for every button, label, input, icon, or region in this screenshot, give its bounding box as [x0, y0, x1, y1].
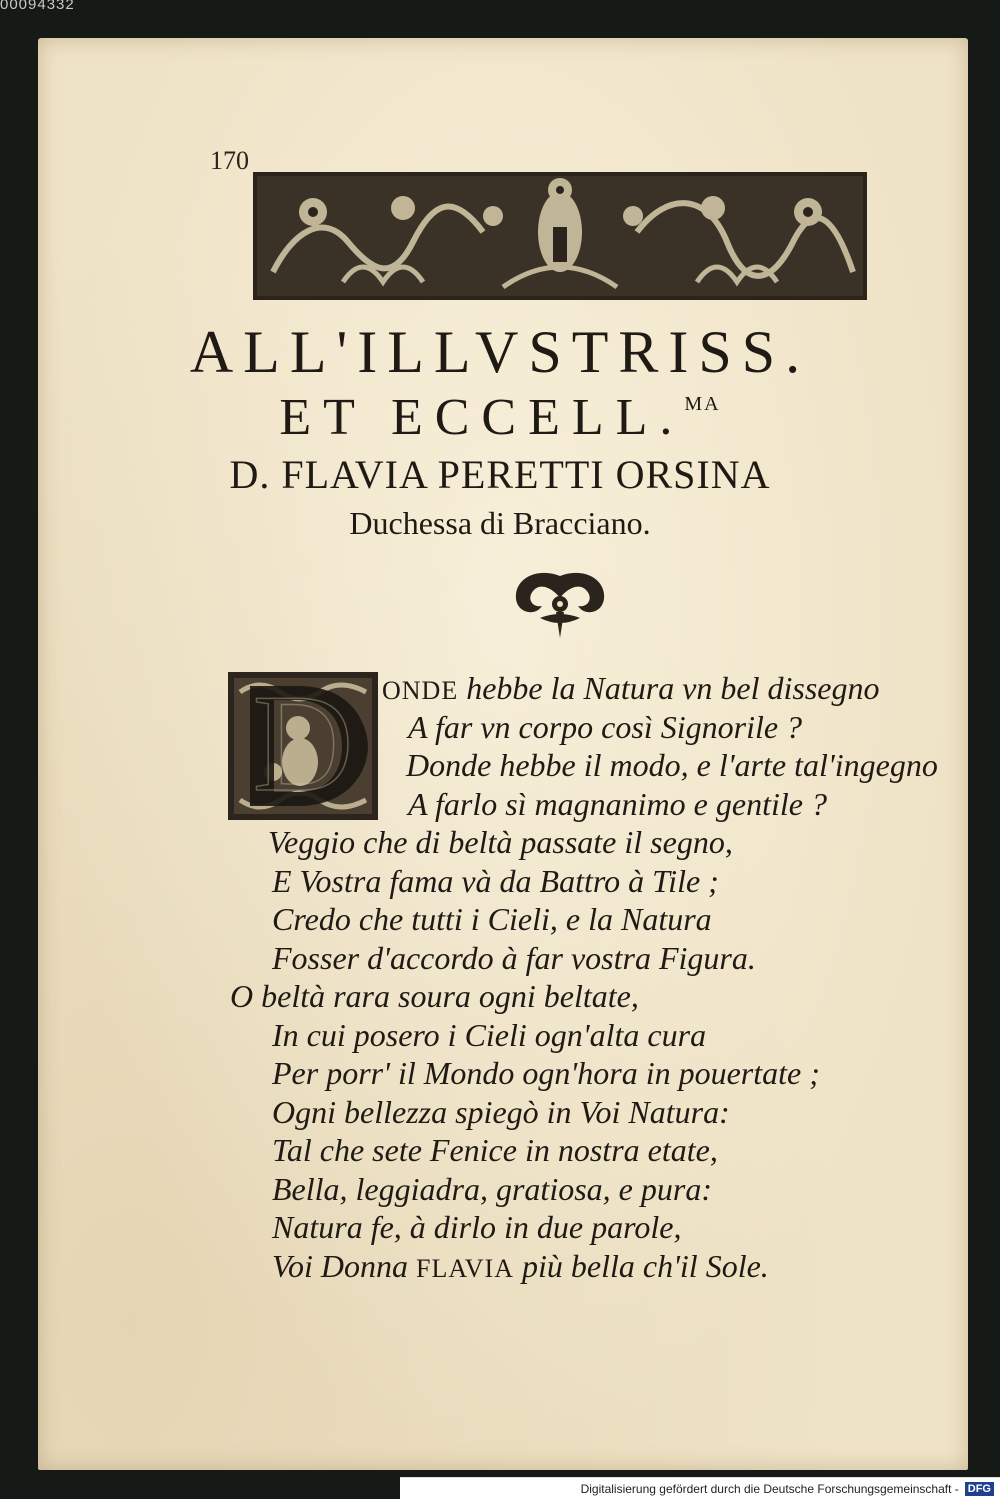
verse-line — [272, 1211, 681, 1243]
verse-line — [406, 749, 938, 781]
verse-text: A far vn corpo così Signorile ? — [408, 708, 803, 745]
title-line-4: Duchessa di Bracciano. — [349, 505, 651, 541]
digitization-credit: Digitalisierung gefördert durch die Deutsche Forschungsgemeinschaft - — [580, 1481, 959, 1496]
verse-text: Donde hebbe il modo, e l'arte tal'ingegno — [406, 747, 938, 783]
verse-name-smallcaps: FLAVIA — [416, 1253, 514, 1283]
verse-line — [272, 939, 756, 976]
verse-line — [230, 980, 639, 1012]
verse-line — [272, 1057, 820, 1089]
scan-id: 00094332 — [0, 0, 75, 13]
verse-text: hebbe la Natura vn bel dissegno — [458, 670, 880, 706]
verse-line — [268, 826, 733, 858]
title-line-1: ALL'ILLVSTRISS. — [189, 319, 811, 385]
verse-text: Voi Donna — [272, 1247, 416, 1284]
verse-text: Credo che tutti i Cieli, e la Natura — [272, 901, 712, 937]
verse-text: Per porr' il Mondo ogn'hora in pouertate ; — [272, 1055, 820, 1091]
verse-line — [272, 1134, 718, 1166]
verse-line — [272, 1016, 707, 1053]
digitization-credit-bar — [400, 1477, 1000, 1499]
title-line-2 — [0, 388, 1000, 447]
verse-text: Natura fe, à dirlo in due parole, — [272, 1209, 682, 1245]
verse-text-end: più bella ch'il Sole. — [513, 1247, 769, 1284]
verse-text: Bella, leggiadra, gratiosa, e pura: — [272, 1170, 712, 1207]
verse-line — [272, 1170, 712, 1207]
title-line-2-superscript: MA — [684, 393, 721, 415]
title-line-2-text: ET ECCELL. — [279, 389, 685, 446]
dfg-logo: DFG — [965, 1482, 994, 1496]
verse-text: A farlo sì magnanimo e gentile ? — [408, 785, 827, 822]
engraved-headpiece-icon — [253, 172, 867, 300]
verse-line — [272, 1247, 769, 1284]
verse-text: Fosser d'accordo à far vostra Figura. — [272, 939, 756, 976]
verse-line — [272, 1093, 730, 1130]
initial-letter: D — [252, 672, 354, 820]
verse-line — [382, 672, 880, 704]
verse-line — [408, 708, 803, 745]
verse-text: O beltà rara soura ogni beltate, — [230, 978, 639, 1014]
verse-text: In cui posero i Cieli ogn'alta cura — [272, 1016, 707, 1053]
verse-text: Ogni bellezza spiegò in Voi Natura: — [272, 1093, 730, 1130]
title-line-3: D. FLAVIA PERETTI ORSINA — [229, 452, 771, 497]
verse-line — [272, 862, 719, 899]
verse-text: Tal che sete Fenice in nostra etate, — [272, 1132, 718, 1168]
verse-line — [272, 903, 712, 935]
fleuron-icon — [510, 568, 610, 640]
decorated-initial-d-icon — [228, 672, 378, 820]
verse-text: Veggio che di beltà passate il segno, — [268, 824, 733, 860]
verse-text: E Vostra fama và da Battro à Tile ; — [272, 862, 719, 899]
verse-line — [408, 785, 827, 822]
page-number: 170 — [210, 146, 249, 175]
verse-smallcaps: ONDE — [382, 676, 459, 705]
